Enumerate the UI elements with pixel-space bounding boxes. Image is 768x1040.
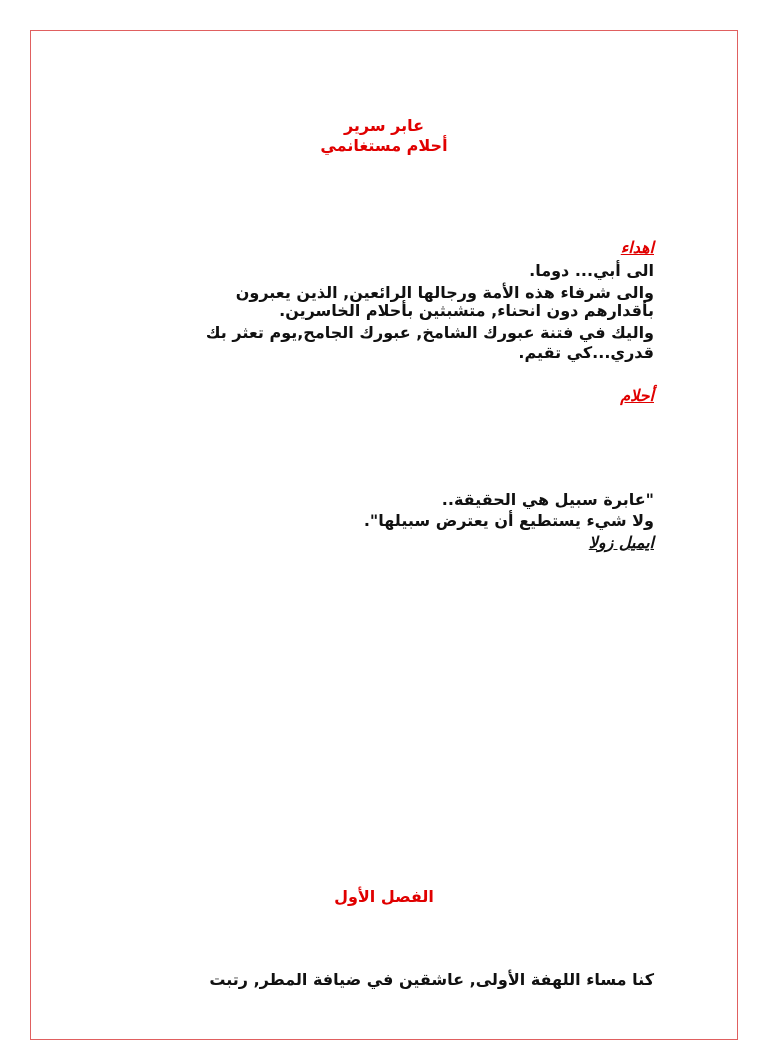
epigraph-line: ولا شيء يستطيع أن يعترض سبيلها". [363,511,654,530]
chapter-title: الفصل الأول [334,887,434,906]
book-title: عابر سرير [343,116,425,135]
dedication-line: واليك في فتنة عبورك الشامخ, عبورك الجامح,يوم تعثر بك [205,323,654,342]
dedication-line: قدري...كي تقيم. [518,343,654,362]
dedication-line: الى أبي... دوما. [529,261,654,280]
dedication-heading: اهداء [620,238,654,257]
chapter-first-line: كنا مساء اللهفة الأولى, عاشقين في ضيافة المطر, رتبت [209,970,654,989]
epigraph-attribution: ايميل زولا [588,533,654,552]
dedication-signature: أحلام [620,386,654,405]
epigraph-line: "عابرة سبيل هي الحقيقة.. [441,490,654,509]
book-author: أحلام مستغانمي [320,136,448,155]
dedication-line: والى شرفاء هذه الأمة ورجالها الرائعين, الذين يعبرون [235,283,654,302]
dedication-line: بأقدارهم دون انحناء, متشبثين بأحلام الخاسرين. [279,301,654,320]
